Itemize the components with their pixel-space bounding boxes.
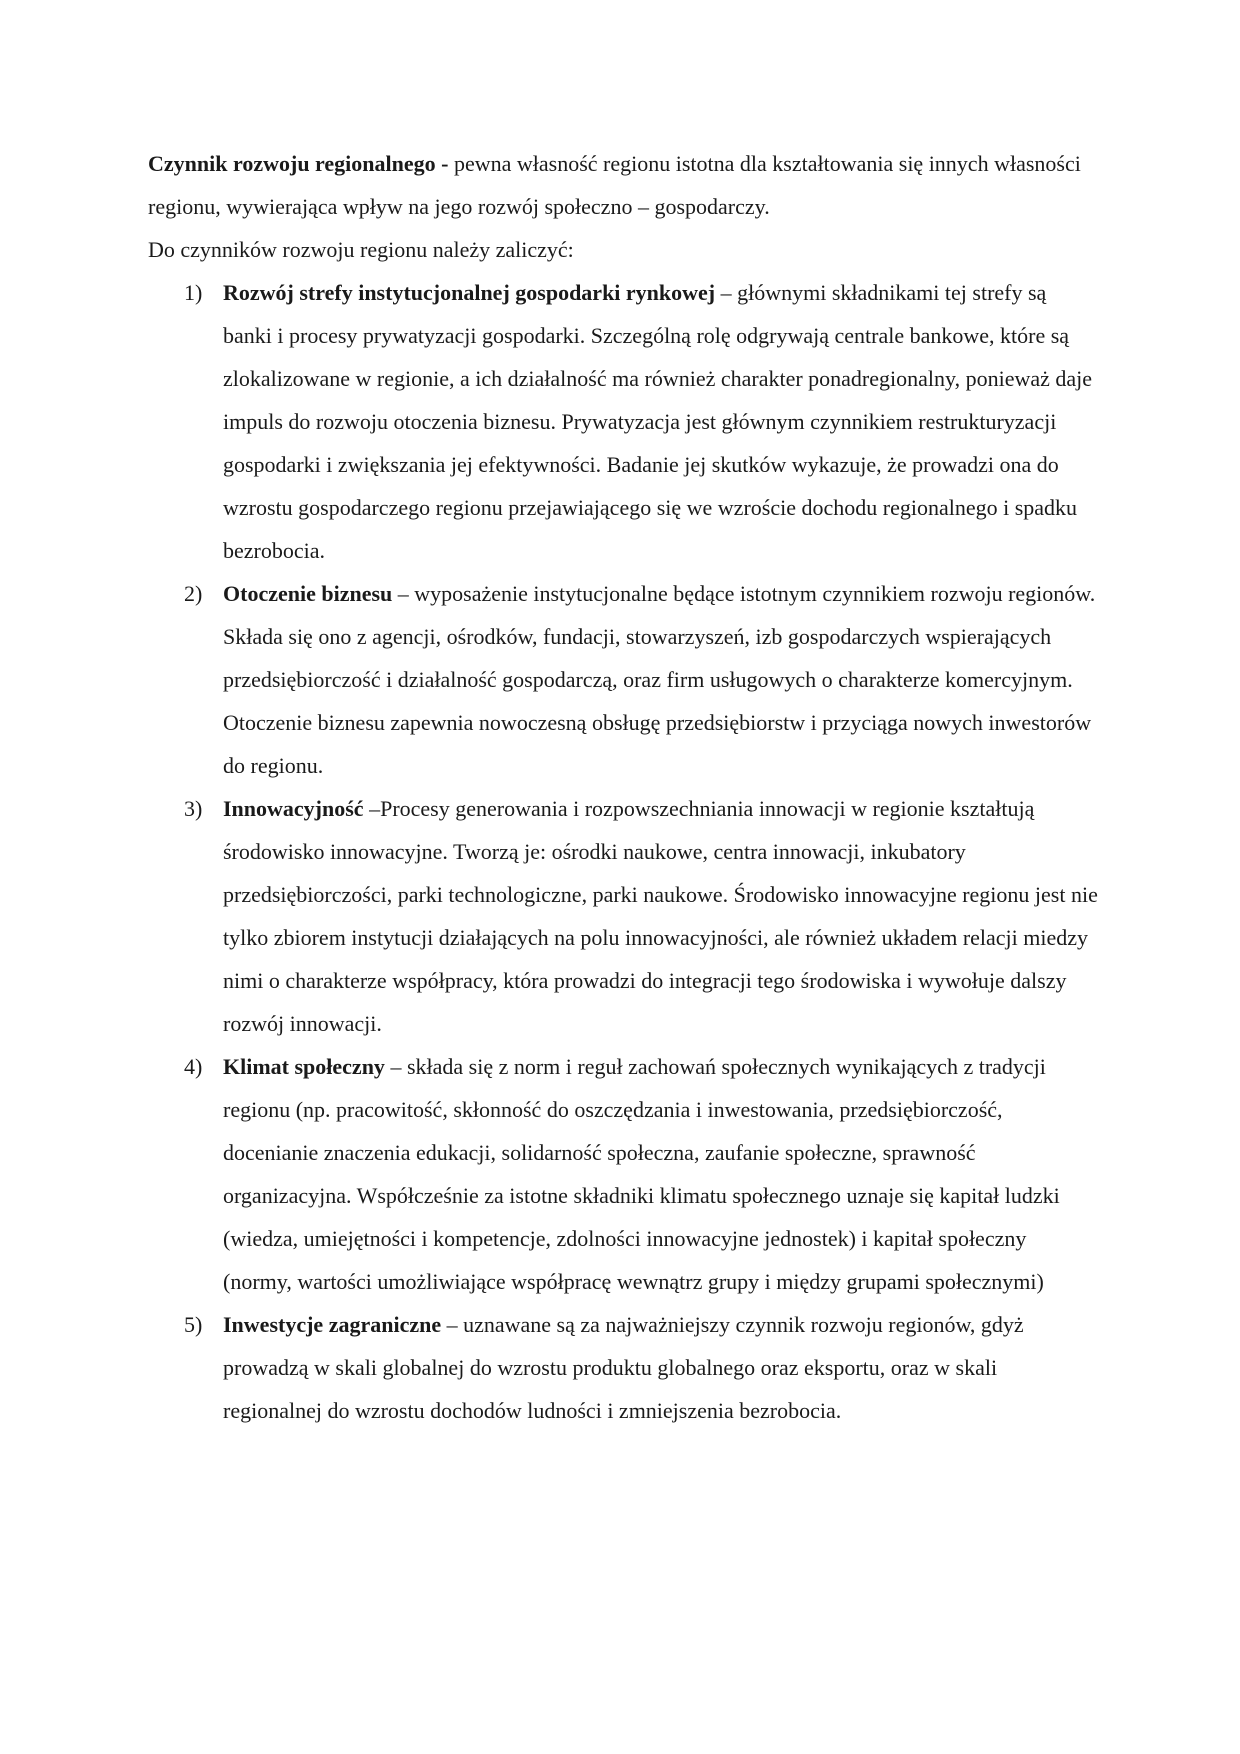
list-item [148,271,1098,572]
item-text: – składa się z norm i reguł zachowań społecznych wynikających z tradycji regionu (np. pracowitość, skłonność do oszczędzania i inwestowania, przedsiębiorczość, docenianie znaczenia edukacji, solidarność społeczna, zaufanie społeczne, sprawność organizacyjna. Współcześnie za istotne składniki klimatu społecznego uznaje się kapitał ludzki (wiedza, umiejętności i kompetencje, zdolności innowacyjne jednostek) i kapitał społeczny (normy, wartości umożliwiające współpracę wewnątrz grupy i między grupami społecznymi) [223,1054,1060,1294]
item-text: –Procesy generowania i rozpowszechniania innowacji w regionie kształtują środowisko innowacyjne. Tworzą je: ośrodki naukowe, centra innowacji, inkubatory przedsiębiorczości, parki technologiczne, parki naukowe. Środowisko innowacyjne regionu jest nie tylko zbiorem instytucji działających na polu innowacyjności, ale również układem relacji miedzy nimi o charakterze współpracy, która prowadzi do integracji tego środowiska i wywołuje dalszy rozwój innowacji. [223,796,1098,1036]
factors-list [148,271,1098,1432]
item-term: Innowacyjność [223,796,364,821]
item-number: 2) [184,581,203,606]
item-term: Inwestycje zagraniczne [223,1312,442,1337]
item-text: – wyposażenie instytucjonalne będące istotnym czynnikiem rozwoju regionów. Składa się ono z agencji, ośrodków, fundacji, stowarzyszeń, izb gospodarczych wspierających przedsiębiorczość i działalność gospodarczą, oraz firm usługowych o charakterze komercyjnym. Otoczenie biznesu zapewnia nowoczesną obsługę przedsiębiorstw i przyciąga nowych inwestorów do regionu. [223,581,1096,778]
list-intro: Do czynników rozwoju regionu należy zaliczyć: [148,237,574,262]
list-item [148,787,1098,1045]
item-number: 5) [184,1312,203,1337]
definition-term: Czynnik rozwoju regionalnego - [148,151,449,176]
list-item [148,572,1098,787]
item-term: Klimat społeczny [223,1054,385,1079]
definition-text: pewna własność regionu istotna dla kształtowania się innych własności regionu, wywierająca wpływ na jego rozwój społeczno – gospodarczy. [148,151,1081,219]
list-item [148,1045,1098,1303]
item-text: – uznawane są za najważniejszy czynnik rozwoju regionów, gdyż prowadzą w skali globalnej do wzrostu produktu globalnego oraz eksportu, oraz w skali regionalnej do wzrostu dochodów ludności i zmniejszenia bezrobocia. [223,1312,1024,1423]
item-number: 1) [184,280,203,305]
item-term: Otoczenie biznesu [223,581,393,606]
item-number: 3) [184,796,203,821]
item-term: Rozwój strefy instytucjonalnej gospodarki rynkowej [223,280,716,305]
item-text: – głównymi składnikami tej strefy są banki i procesy prywatyzacji gospodarki. Szczególną rolę odgrywają centrale bankowe, które są zlokalizowane w regionie, a ich działalność ma również charakter ponadregionalny, ponieważ daje impuls do rozwoju otoczenia biznesu. Prywatyzacja jest głównym czynnikiem restrukturyzacji gospodarki i zwiększania jej efektywności. Badanie jej skutków wykazuje, że prowadzi ona do wzrostu gospodarczego regionu przejawiającego się we wzroście dochodu regionalnego i spadku bezrobocia. [223,280,1093,563]
item-number: 4) [184,1054,203,1079]
definition-paragraph [148,142,1098,228]
list-item [148,1303,1098,1432]
document-body [148,142,1098,1432]
